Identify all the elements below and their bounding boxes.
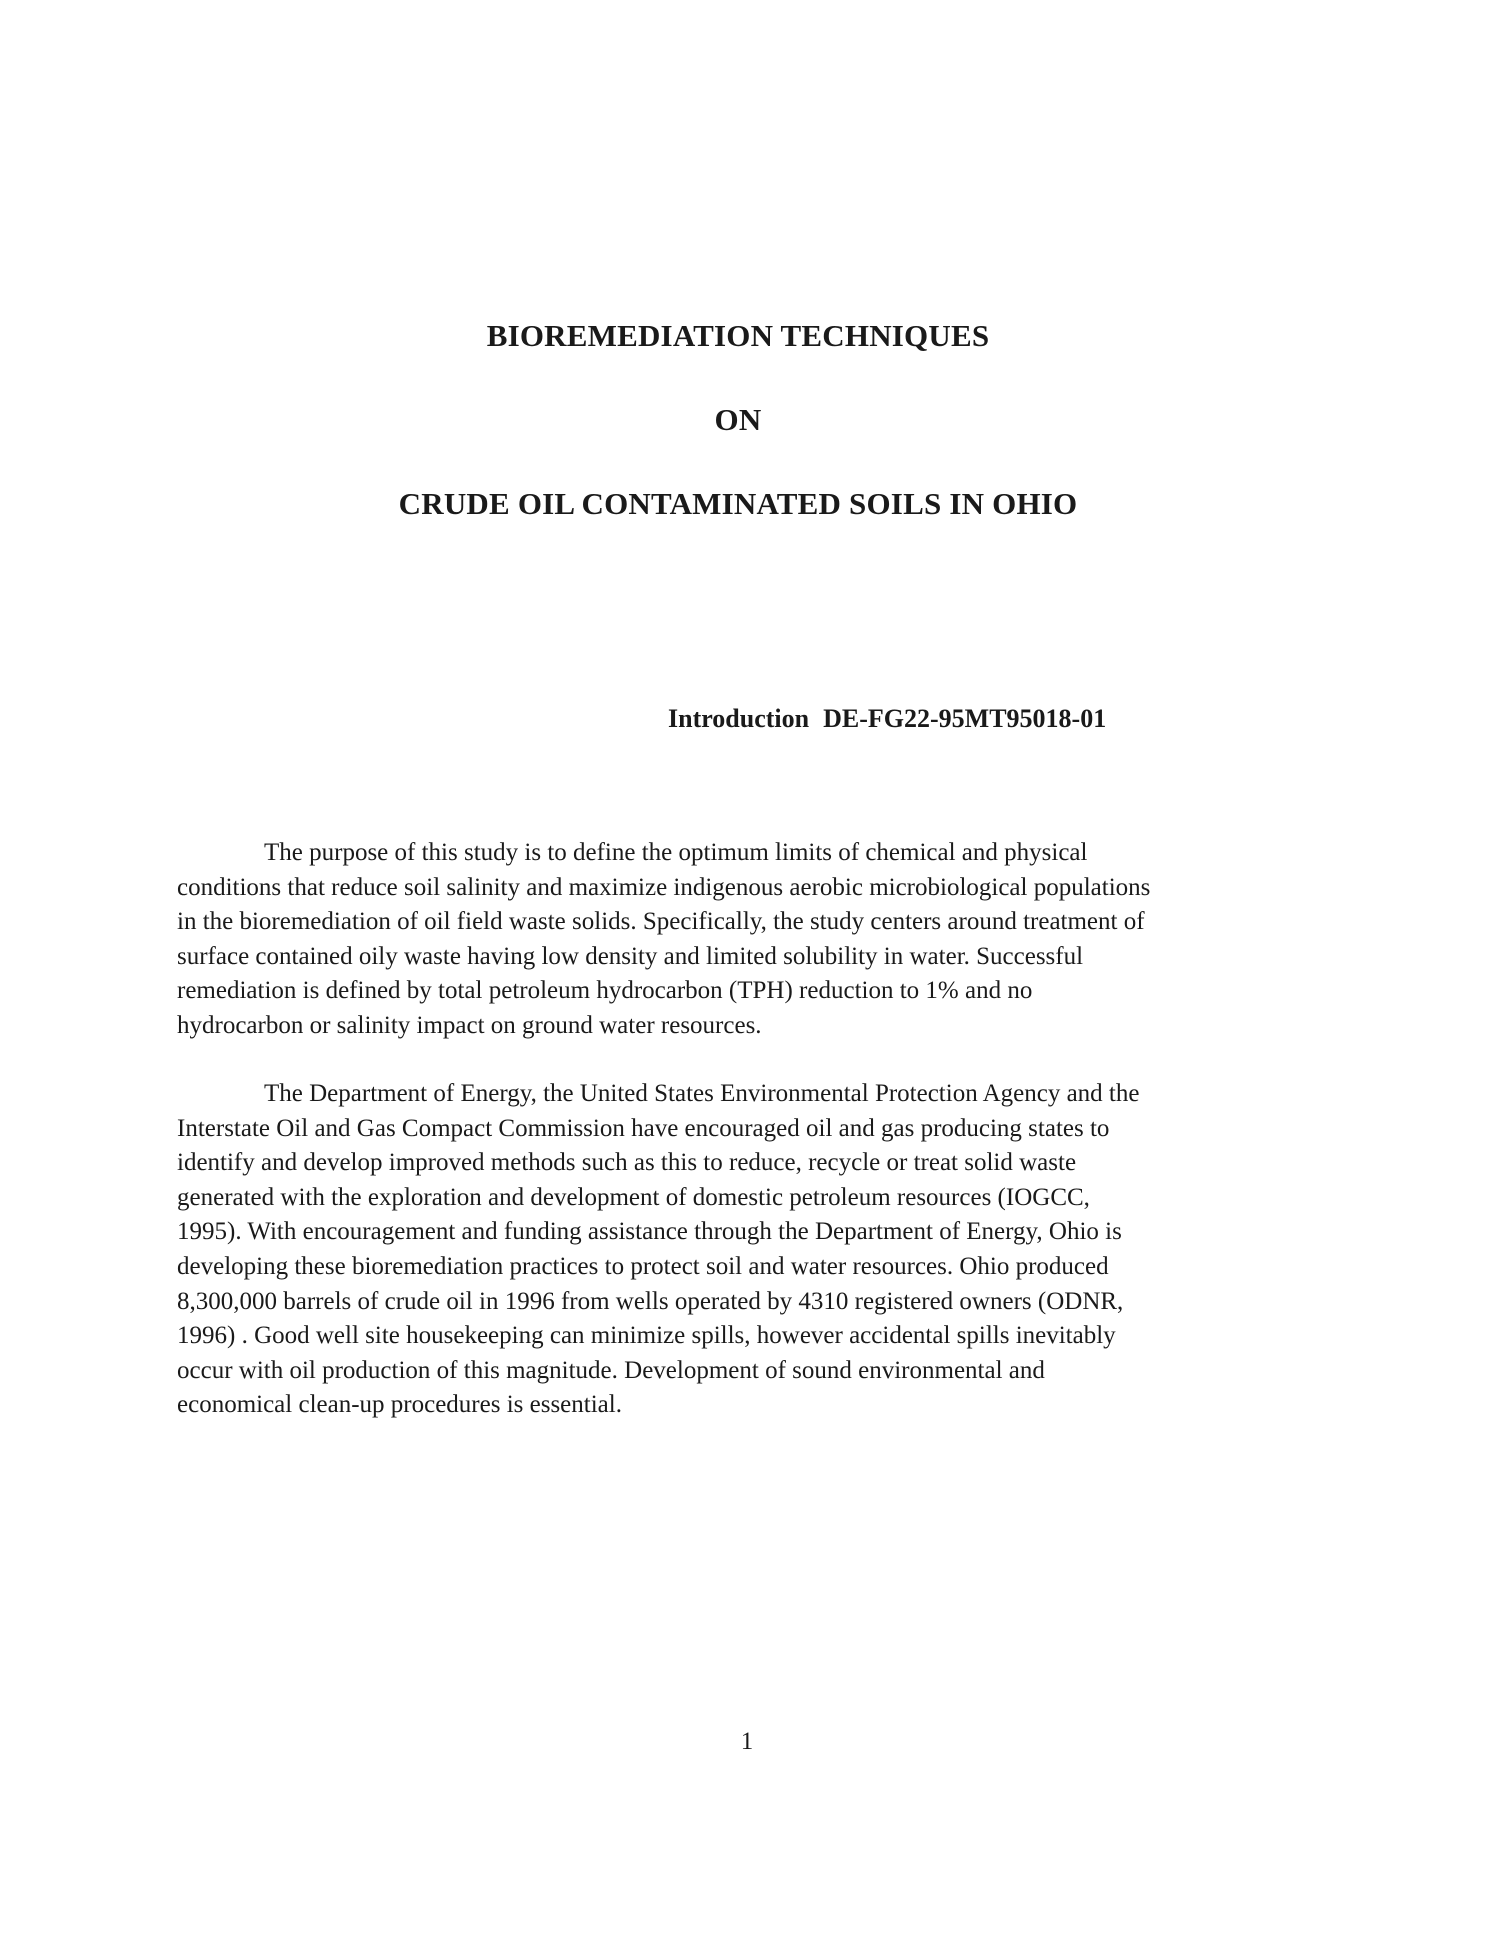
paragraph-2-line: 8,300,000 barrels of crude oil in 1996 from wells operated by 4310 registered owners (ODNR,: [177, 1287, 1124, 1315]
document-title-line-1: BIOREMEDIATION TECHNIQUES: [486, 318, 990, 353]
section-label: Introduction: [668, 704, 810, 733]
section-heading: [668, 704, 1106, 734]
paragraph-1: [177, 836, 1327, 1044]
paragraph-2-line: economical clean-up procedures is essential.: [177, 1391, 622, 1419]
paragraph-2-line: generated with the exploration and development of domestic petroleum resources (IOGCC,: [177, 1183, 1090, 1211]
paragraph-2-line: identify and develop improved methods such as this to reduce, recycle or treat solid waste: [177, 1149, 1077, 1177]
paragraph-2-line: occur with oil production of this magnitude. Development of sound environmental and: [177, 1356, 1045, 1384]
page-number: 1: [740, 1728, 754, 1755]
document-title-line-2: ON: [714, 402, 762, 437]
paragraph-2-line: Interstate Oil and Gas Compact Commission have encouraged oil and gas producing states to: [177, 1114, 1110, 1142]
paragraph-1-line: surface contained oily waste having low density and limited solubility in water. Successful: [177, 942, 1084, 970]
paragraph-2: [177, 1077, 1327, 1423]
paragraph-1-line: in the bioremediation of oil field waste solids. Specifically, the study centers around treatment of: [177, 908, 1145, 936]
paragraph-2-line: 1995). With encouragement and funding assistance through the Department of Energy, Ohio is: [177, 1218, 1122, 1246]
paragraph-2-line: The Department of Energy, the United States Environmental Protection Agency and the: [264, 1080, 1140, 1107]
paragraph-1-line: The purpose of this study is to define the optimum limits of chemical and physical: [264, 839, 1088, 866]
paragraph-1-line: conditions that reduce soil salinity and maximize indigenous aerobic microbiological populations: [177, 873, 1151, 901]
paragraph-1-line: hydrocarbon or salinity impact on ground water resources.: [177, 1011, 762, 1039]
paragraph-2-line: developing these bioremediation practices to protect soil and water resources. Ohio produced: [177, 1252, 1109, 1280]
document-title-line-3: CRUDE OIL CONTAMINATED SOILS IN OHIO: [398, 486, 1078, 521]
paragraph-2-line: 1996) . Good well site housekeeping can minimize spills, however accidental spills inevitably: [177, 1322, 1116, 1350]
paragraph-1-line: remediation is defined by total petroleum hydrocarbon (TPH) reduction to 1% and no: [177, 977, 1033, 1005]
grant-number: DE-FG22-95MT95018-01: [823, 704, 1107, 733]
